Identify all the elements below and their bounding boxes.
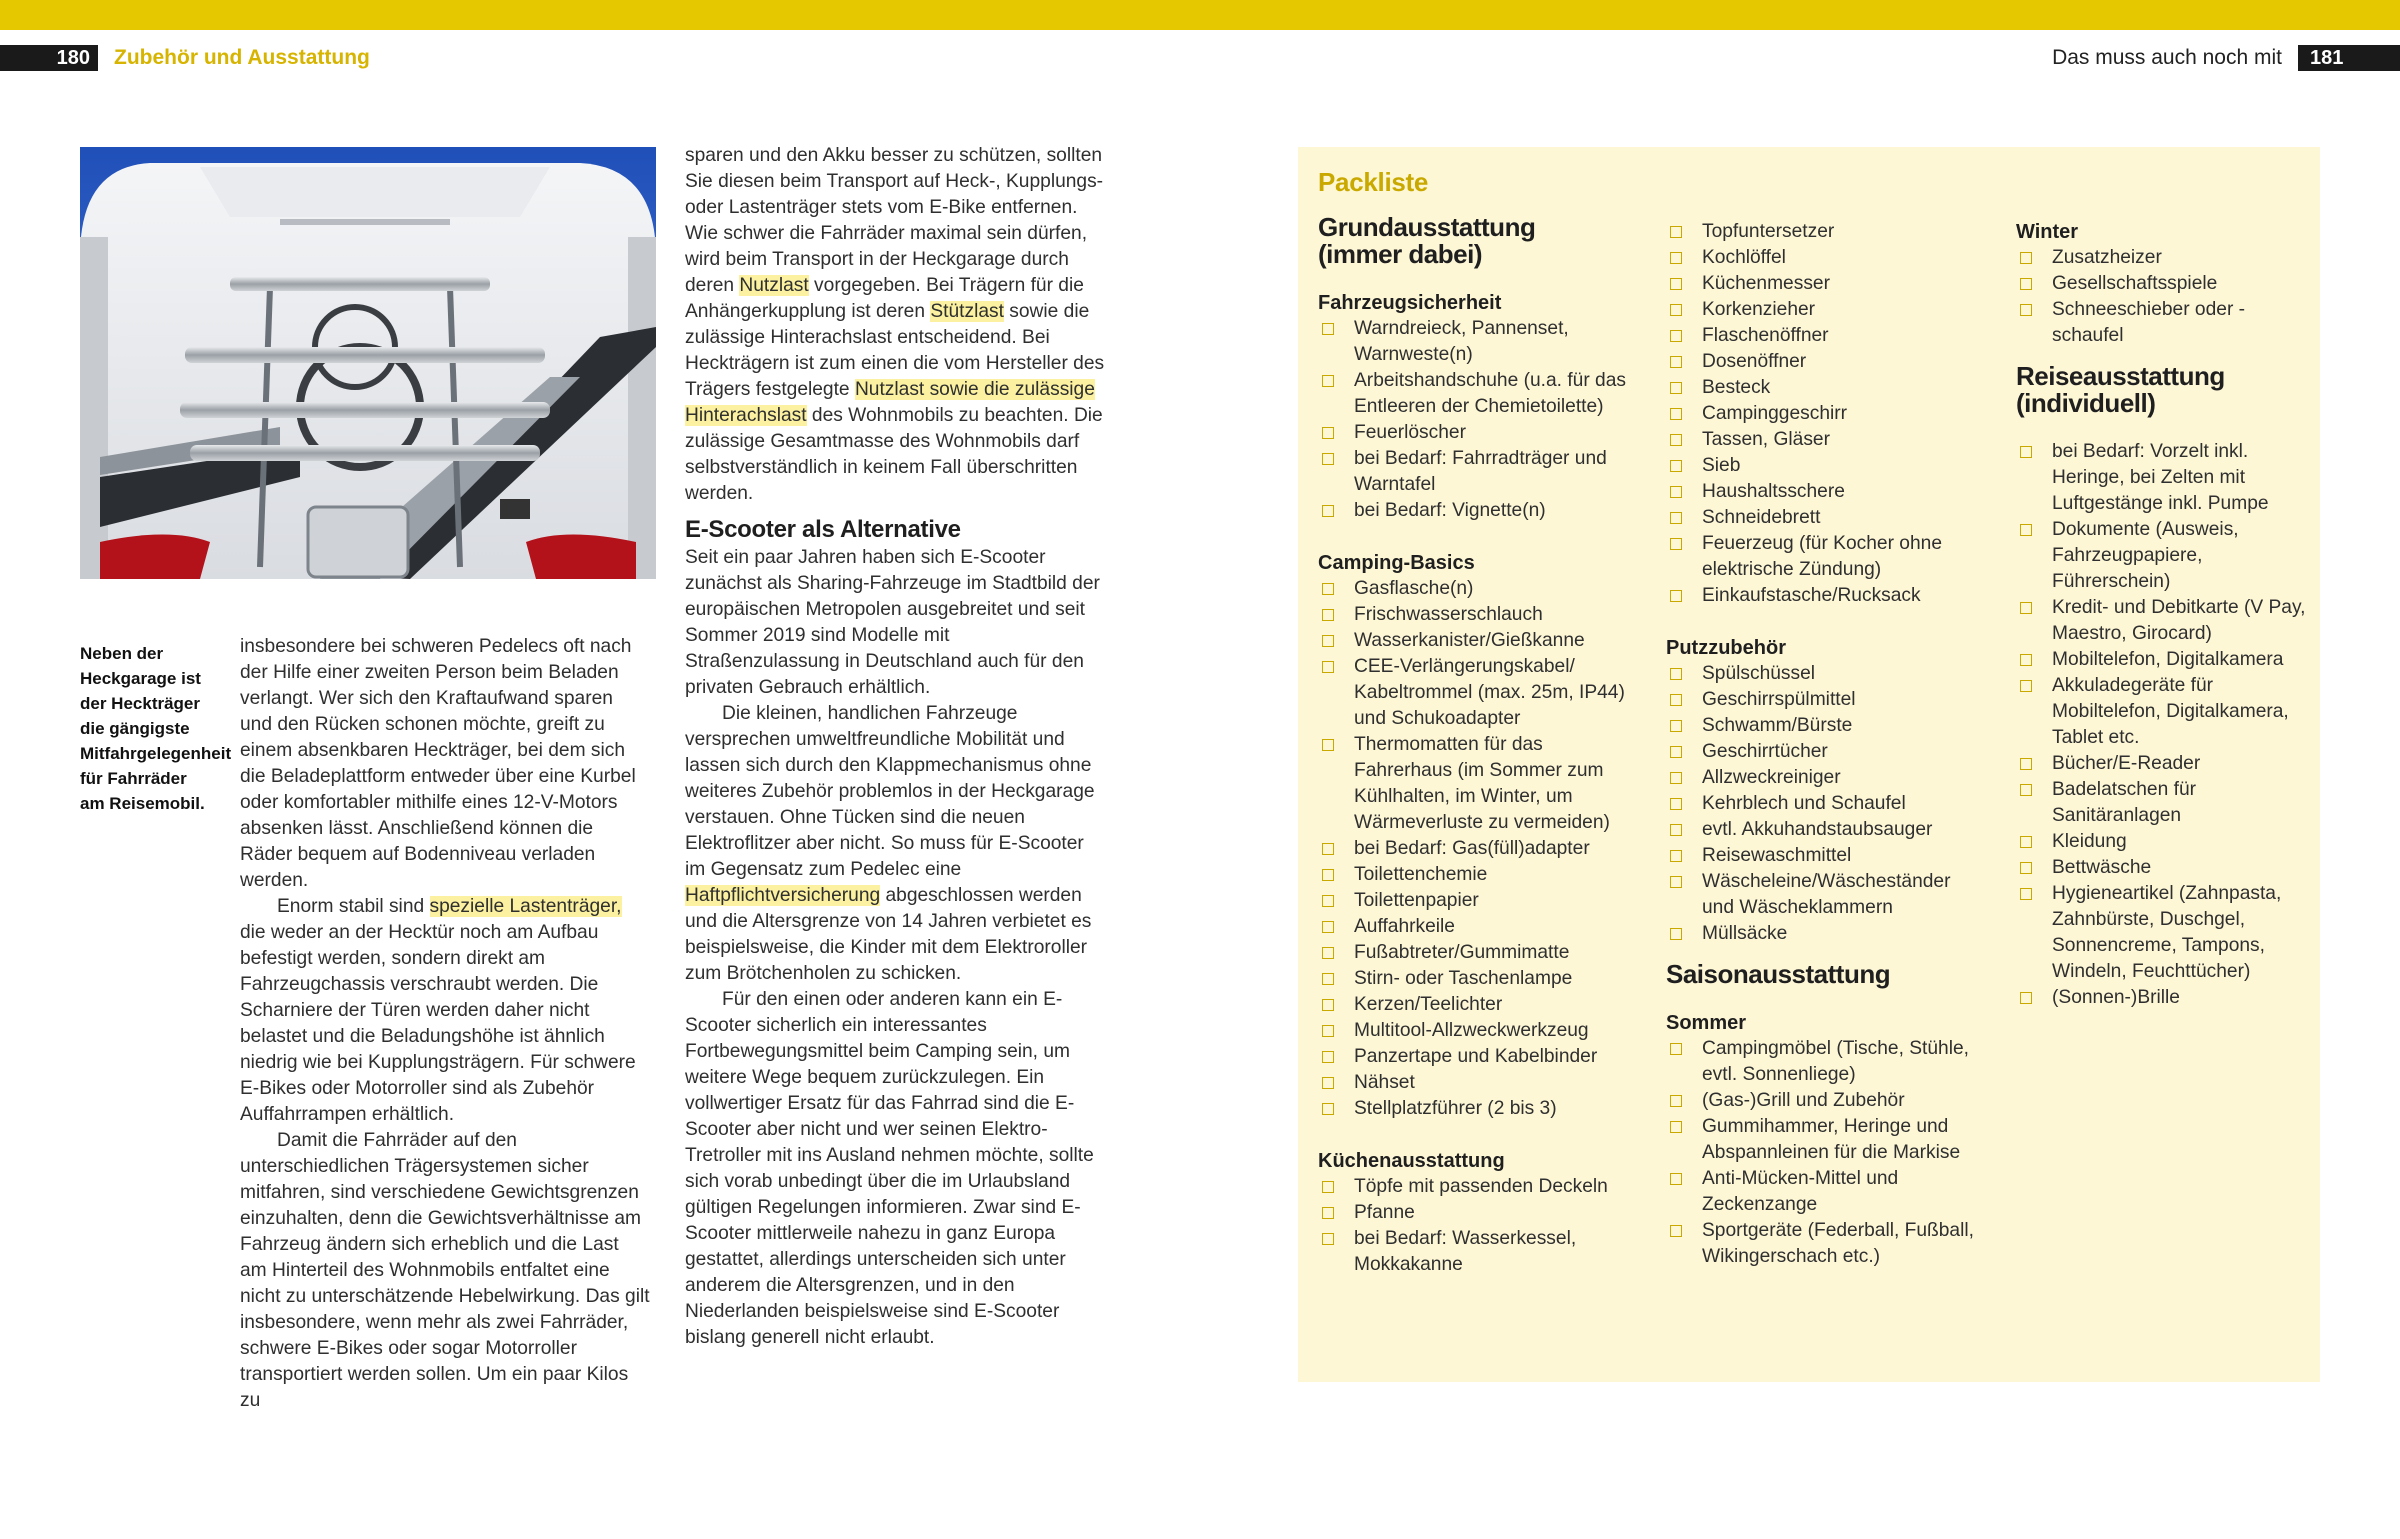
paragraph [685, 701, 1105, 987]
checkbox-icon [1670, 226, 1682, 238]
checkbox-icon [1670, 278, 1682, 290]
checklist-item [2016, 517, 2316, 595]
checklist-item-label: Auffahrkeile [1354, 916, 1455, 937]
checklist-item [1318, 368, 1628, 420]
text-run: Seit ein paar Jahren haben sich E-Scooter zunächst als Sharing-Fahrzeuge im Stadtbild der europäischen Metropolen ausgebreitet und seit Sommer 2019 sind Modelle mit Straßenzulassung in Deutschland auch für den privaten Gebrauch erhältlich. [685, 547, 1100, 698]
checklist-item-label: Geschirrtücher [1702, 741, 1828, 762]
checklist-item [1666, 1036, 1986, 1088]
text-run: Enorm stabil sind [277, 896, 430, 917]
checkbox-icon [1670, 850, 1682, 862]
checklist-item-label: Flaschenöffner [1702, 325, 1829, 346]
fahrzeugsicherheit-heading: Fahrzeugsicherheit [1318, 292, 1502, 314]
putzzubehoer-list [1666, 661, 1986, 947]
checklist-item [2016, 751, 2316, 777]
paragraph [685, 987, 1105, 1351]
checklist-item [1666, 245, 1986, 271]
checklist-item-label: Kerzen/Teelichter [1354, 994, 1503, 1015]
checklist-item [2016, 439, 2316, 517]
checklist-item-label: Nähset [1354, 1072, 1415, 1093]
checklist-item-label: Pfanne [1354, 1202, 1415, 1223]
checkbox-icon [1322, 1233, 1334, 1245]
checklist-item-label: Müllsäcke [1702, 923, 1788, 944]
checklist-item [1318, 836, 1628, 862]
checklist-item [1318, 862, 1628, 888]
checklist-item-label: Anti-Mücken-Mittel und Zeckenzange [1702, 1168, 1899, 1215]
checklist-item-label: Korkenzieher [1702, 299, 1816, 320]
checkbox-icon [1322, 973, 1334, 985]
checklist-item [1666, 505, 1986, 531]
checklist-item [2016, 855, 2316, 881]
checklist-item [1318, 602, 1628, 628]
scooter-heading: E-Scooter als Alternative [685, 516, 961, 543]
checklist-item [1666, 791, 1986, 817]
checkbox-icon [1670, 252, 1682, 264]
checklist-item-label: bei Bedarf: Fahrradträger und Warntafel [1354, 448, 1607, 495]
checklist-item [1318, 914, 1628, 940]
checklist-item [2016, 985, 2316, 1011]
checkbox-icon [1670, 694, 1682, 706]
checklist-item [1666, 427, 1986, 453]
checkbox-icon [1322, 375, 1334, 387]
checkbox-icon [2020, 524, 2032, 536]
checklist-item-label: Zusatzheizer [2052, 247, 2162, 268]
checklist-item [1318, 576, 1628, 602]
checklist-item-label: Bücher/E-Reader [2052, 753, 2201, 774]
checklist-item [1318, 1018, 1628, 1044]
checkbox-icon [1322, 1025, 1334, 1037]
checklist-item-label: Warndreieck, Pannenset, Warnweste(n) [1354, 318, 1569, 365]
checklist-item [1318, 316, 1628, 368]
checklist-item-label: Dokumente (Ausweis, Fahrzeugpapiere, Führerschein) [2052, 519, 2239, 592]
camping-basics-list [1318, 576, 1628, 1122]
checklist-item [1666, 765, 1986, 791]
packliste-column-2 [1666, 219, 1986, 1270]
checkbox-icon [1322, 1103, 1334, 1115]
text-column-1 [240, 634, 650, 1414]
checklist-item [1666, 817, 1986, 843]
paragraph [240, 1128, 650, 1414]
checkbox-icon [2020, 446, 2032, 458]
checklist-item [1666, 1088, 1986, 1114]
checklist-item-label: Campinggeschirr [1702, 403, 1848, 424]
checklist-item [1666, 687, 1986, 713]
checkbox-icon [1670, 1121, 1682, 1133]
checklist-item-label: Toilettenpapier [1354, 890, 1479, 911]
checkbox-icon [2020, 304, 2032, 316]
checkbox-icon [2020, 252, 2032, 264]
highlighted-term: Stützlast [930, 301, 1004, 322]
checklist-item [2016, 245, 2316, 271]
camping-basics-heading: Camping-Basics [1318, 552, 1475, 574]
sommer-list [1666, 1036, 1986, 1270]
checklist-item-label: Arbeitshandschuhe (u.a. für das Entleeren der Chemietoilette) [1354, 370, 1626, 417]
checklist-item-label: Allzweckreiniger [1702, 767, 1841, 788]
checklist-item [1318, 888, 1628, 914]
text-run: Die kleinen, handlichen Fahrzeuge versprechen umweltfreundliche Mobilität und lassen sich durch den Klappmechanismus ohne weiteres Zubehör problemlos in der Heckgarage verstauen. Ohne Tücken sind die neuen Elektroflitzer aber nicht. So muss für E-Scooter im Gegensatz zum Pedelec eine [685, 703, 1095, 880]
checklist-item-label: Schneidebrett [1702, 507, 1821, 528]
checklist-item [1666, 219, 1986, 245]
checkbox-icon [1670, 538, 1682, 550]
checklist-item [1666, 401, 1986, 427]
checklist-item-label: Schneeschieber oder -schaufel [2052, 299, 2246, 346]
checklist-item-label: Frischwasserschlauch [1354, 604, 1543, 625]
kuechenausstattung-list-continued [1666, 219, 1986, 609]
checkbox-icon [1670, 408, 1682, 420]
highlighted-term: Nutzlast sowie die zulässige Hinterachslast [685, 379, 1095, 426]
checklist-item [1666, 843, 1986, 869]
checklist-item [1318, 420, 1628, 446]
checklist-item [2016, 777, 2316, 829]
checkbox-icon [1322, 1077, 1334, 1089]
checklist-item-label: Besteck [1702, 377, 1771, 398]
checklist-item [1666, 583, 1986, 609]
checklist-item [1666, 1166, 1986, 1218]
checklist-item-label: Kleidung [2052, 831, 2127, 852]
checkbox-icon [1670, 382, 1682, 394]
checklist-item-label: Wasserkanister/Gießkanne [1354, 630, 1585, 651]
right-page-header [2052, 44, 2400, 72]
checklist-item [2016, 673, 2316, 751]
fahrzeugsicherheit-list [1318, 316, 1628, 524]
checklist-item-label: Geschirrspülmittel [1702, 689, 1856, 710]
checklist-item-label: CEE-Verlängerungskabel/ Kabeltrommel (max. 25m, IP44) und Schukoadapter [1354, 656, 1625, 729]
putzzubehoer-heading: Putzzubehör [1666, 637, 1786, 659]
checklist-item [1666, 869, 1986, 921]
checkbox-icon [1322, 635, 1334, 647]
sommer-heading: Sommer [1666, 1012, 1747, 1034]
checklist-item-label: bei Bedarf: Gas(füll)adapter [1354, 838, 1590, 859]
checkbox-icon [1322, 505, 1334, 517]
text-run: des Wohnmobils zu beachten. Die zulässige Gesamtmasse des Wohnmobils darf selbstverständlich in keinem Fall überschritten werden. [685, 405, 1103, 504]
text-run: vorgegeben. Bei Trägern für die Anhängerkupplung ist deren [685, 275, 1084, 322]
text-run: Für den einen oder anderen kann ein E-Scooter sicherlich ein interessantes Fortbewegungsmittel beim Camping sein, um weitere Wege bequem zurückzulegen. Ein vollwertiger Ersatz für das Fahrrad sind die E-Scooter aber nicht und wer seinen Elektro-Tretroller mit ins Ausland nehmen möchte, sollte sich vorab unbedingt über die im Urlaubsland gültigen Regelungen informieren. Zwar sind E-Scooter mittlerweile nahezu in ganz Europa gestattet, allerdings unterscheiden sich unter anderem die Altersgrenzen, und in den Niederlanden beispielsweise sind E-Scooter bislang generell nicht erlaubt. [685, 989, 1094, 1348]
checkbox-icon [1322, 895, 1334, 907]
checklist-item [1666, 297, 1986, 323]
left-page-number: 180 [0, 45, 98, 71]
winter-heading: Winter [2016, 221, 2079, 243]
checklist-item-label: bei Bedarf: Vorzelt inkl. Heringe, bei Zelten mit Luftgestänge inkl. Pumpe [2052, 441, 2269, 514]
checklist-item-label: evtl. Akkuhandstaubsauger [1702, 819, 1933, 840]
checkbox-icon [1670, 330, 1682, 342]
checkbox-icon [2020, 992, 2032, 1004]
checklist-item-label: Haushaltsschere [1702, 481, 1845, 502]
checkbox-icon [1322, 583, 1334, 595]
paragraph [685, 143, 1105, 507]
checkbox-icon [1670, 1225, 1682, 1237]
checklist-item-label: Akkuladegeräte für Mobiltelefon, Digitalkamera, Tablet etc. [2052, 675, 2289, 748]
checkbox-icon [2020, 758, 2032, 770]
checklist-item [2016, 647, 2316, 673]
checkbox-icon [1670, 720, 1682, 732]
checklist-item [1318, 498, 1628, 524]
checkbox-icon [1670, 772, 1682, 784]
checklist-item-label: Kehrblech und Schaufel [1702, 793, 1906, 814]
checkbox-icon [1670, 1095, 1682, 1107]
checklist-item-label: Dosenöffner [1702, 351, 1807, 372]
checklist-item-label: Multitool-Allzweckwerkzeug [1354, 1020, 1589, 1041]
checklist-item [1666, 375, 1986, 401]
checklist-item-label: (Gas-)Grill und Zubehör [1702, 1090, 1905, 1111]
checkbox-icon [1670, 798, 1682, 810]
text-column-2-top [685, 143, 1105, 507]
checkbox-icon [1670, 304, 1682, 316]
text-run: insbesondere bei schweren Pedelecs oft nach der Hilfe einer zweiten Person beim Beladen verlangt. Wer sich den Kraftaufwand sparen und den Rücken schonen möchte, greift zu einem absenkbaren Heckträger, bei dem sich die Beladeplattform entweder über eine Kurbel oder komfortabler mithilfe eines 12-V-Motors absenken lässt. Anschließend können die Räder bequem auf Bodenniveau verladen werden. [240, 636, 636, 891]
checklist-item [1666, 921, 1986, 947]
chapter-title: Das muss auch noch mit [2052, 46, 2282, 69]
checklist-item-label: Sportgeräte (Federball, Fußball, Wikingerschach etc.) [1702, 1220, 1974, 1267]
checklist-item-label: Sieb [1702, 455, 1741, 476]
checklist-item [1666, 1218, 1986, 1270]
checklist-item [2016, 595, 2316, 647]
text-run: die weder an der Hecktür noch am Aufbau befestigt werden, sondern direkt am Fahrzeugchassis verschraubt werden. Die Scharniere der Türen werden daher nicht belastet und die Beladungshöhe ist ähnlich niedrig wie bei Kupplungsträgern. Für schwere E-Bikes oder Motorroller sind als Zubehör Auffahrrampen erhältlich. [240, 922, 636, 1125]
checkbox-icon [2020, 836, 2032, 848]
checkbox-icon [1322, 1051, 1334, 1063]
checklist-item-label: bei Bedarf: Vignette(n) [1354, 500, 1546, 521]
checklist-item [1318, 992, 1628, 1018]
checkbox-icon [1322, 739, 1334, 751]
checklist-item-label: Stirn- oder Taschenlampe [1354, 968, 1573, 989]
kuechenausstattung-heading: Küchenausstattung [1318, 1150, 1505, 1172]
right-page-number: 181 [2298, 45, 2400, 71]
checklist-item-label: Reisewaschmittel [1702, 845, 1852, 866]
checklist-item [1318, 940, 1628, 966]
checkbox-icon [1322, 999, 1334, 1011]
checklist-item-label: bei Bedarf: Wasserkessel, Mokkakanne [1354, 1228, 1577, 1275]
checklist-item-label: Wäscheleine/Wäscheständer und Wäscheklammern [1702, 871, 1951, 918]
checkbox-icon [1670, 668, 1682, 680]
checklist-item-label: Kredit- und Debitkarte (V Pay, Maestro, Girocard) [2052, 597, 2306, 644]
checklist-item-label: (Sonnen-)Brille [2052, 987, 2180, 1008]
checklist-item [2016, 297, 2316, 349]
checkbox-icon [2020, 784, 2032, 796]
packliste-column-3 [2016, 219, 2316, 1011]
checkbox-icon [1322, 453, 1334, 465]
checklist-item-label: Einkaufstasche/Rucksack [1702, 585, 1921, 606]
checklist-item-label: Tassen, Gläser [1702, 429, 1830, 450]
left-page-header [0, 44, 370, 72]
checkbox-icon [1322, 609, 1334, 621]
top-color-bar [0, 0, 2400, 30]
checkbox-icon [1670, 824, 1682, 836]
checkbox-icon [1670, 590, 1682, 602]
text-column-2-bottom [685, 545, 1105, 1351]
highlighted-term: spezielle Lastenträger, [429, 896, 622, 917]
checkbox-icon [2020, 888, 2032, 900]
text-run: abgeschlossen werden und die Altersgrenze von 14 Jahren verbietet es beispielsweise, die Kinder mit dem Elektroroller zum Brötchenholen zu schicken. [685, 885, 1092, 984]
checkbox-icon [1322, 843, 1334, 855]
checklist-item-label: Badelatschen für Sanitäranlagen [2052, 779, 2196, 826]
winter-list [2016, 245, 2316, 349]
paragraph [240, 634, 650, 894]
paragraph [685, 545, 1105, 701]
checklist-item-label: Schwamm/Bürste [1702, 715, 1853, 736]
text-run: sparen und den Akku besser zu schützen, sollten Sie diesen beim Transport auf Heck-, Kupplungs- oder Lastenträger stets vom E-Bike entfernen. Wie schwer die Fahrräder maximal sein dürfen, wird beim Transport in der Heckgarage durch deren [685, 145, 1104, 296]
checkbox-icon [2020, 654, 2032, 666]
checklist-item [1318, 732, 1628, 836]
checkbox-icon [1670, 746, 1682, 758]
highlighted-term: Haftpflichtversicherung [685, 885, 881, 906]
checklist-item-label: Spülschüssel [1702, 663, 1816, 684]
checklist-item [1318, 1096, 1628, 1122]
motorhome-bike-rack-photo [80, 147, 656, 579]
checklist-item-label: Töpfe mit passenden Deckeln [1354, 1176, 1608, 1197]
checkbox-icon [1670, 876, 1682, 888]
checkbox-icon [1670, 356, 1682, 368]
checkbox-icon [1670, 512, 1682, 524]
checkbox-icon [1322, 1181, 1334, 1193]
checkbox-icon [1322, 323, 1334, 335]
checkbox-icon [1322, 427, 1334, 439]
checkbox-icon [2020, 602, 2032, 614]
checklist-item [1318, 1200, 1628, 1226]
checkbox-icon [2020, 862, 2032, 874]
packliste-title: Packliste [1318, 167, 1429, 197]
checklist-item [1318, 446, 1628, 498]
checklist-item [1666, 453, 1986, 479]
saisonausstattung-heading: Saisonausstattung [1666, 959, 1891, 989]
checklist-item [1666, 661, 1986, 687]
checklist-item [1318, 654, 1628, 732]
checklist-item [1318, 1174, 1628, 1200]
checkbox-icon [1322, 921, 1334, 933]
checkbox-icon [1322, 1207, 1334, 1219]
checklist-item-label: Gesellschaftsspiele [2052, 273, 2218, 294]
checkbox-icon [1670, 1043, 1682, 1055]
checklist-item [1666, 479, 1986, 505]
checklist-item-label: Kochlöffel [1702, 247, 1786, 268]
checkbox-icon [1670, 460, 1682, 472]
checkbox-icon [1670, 486, 1682, 498]
checklist-item-label: Topfuntersetzer [1702, 221, 1835, 242]
checklist-item-label: Küchenmesser [1702, 273, 1830, 294]
paragraph [240, 894, 650, 1128]
checkbox-icon [1322, 869, 1334, 881]
text-run: sowie die zulässige Hinterachslast entscheidend. Bei Heckträgern ist zum einen die vom Hersteller des Trägers festgelegte [685, 301, 1105, 400]
checklist-item [1666, 323, 1986, 349]
checklist-item-label: Fußabtreter/Gummimatte [1354, 942, 1570, 963]
checklist-item [1318, 1044, 1628, 1070]
section-title: Zubehör und Ausstattung [114, 46, 370, 69]
checklist-item [1666, 531, 1986, 583]
checkbox-icon [2020, 278, 2032, 290]
checklist-item [1318, 628, 1628, 654]
checklist-item-label: Gasflasche(n) [1354, 578, 1474, 599]
checklist-item-label: Feuerzeug (für Kocher ohne elektrische Zündung) [1702, 533, 1942, 580]
checklist-item [1318, 966, 1628, 992]
grundausstattung-heading: Grundausstattung (immer dabei) [1318, 212, 1536, 269]
kuechenausstattung-list [1318, 1174, 1628, 1278]
checklist-item-label: Campingmöbel (Tische, Stühle, evtl. Sonnenliege) [1702, 1038, 1969, 1085]
reiseausstattung-heading: Reiseausstattung (individuell) [2016, 361, 2225, 418]
checklist-item [1666, 349, 1986, 375]
photo-caption: Neben der Heckgarage ist der Heckträger die gängigste Mitfahrgelegenheit für Fahrräder am Reisemobil. [80, 644, 232, 813]
checklist-item [1666, 1114, 1986, 1166]
checklist-item [2016, 271, 2316, 297]
checklist-item [1318, 1070, 1628, 1096]
checklist-item-label: Hygieneartikel (Zahnpasta, Zahnbürste, Duschgel, Sonnencreme, Tampons, Windeln, Feuchttücher) [2052, 883, 2282, 982]
checklist-item-label: Panzertape und Kabelbinder [1354, 1046, 1598, 1067]
checklist-item-label: Thermomatten für das Fahrerhaus (im Sommer zum Kühlhalten, im Winter, um Wärmeverluste zu vermeiden) [1354, 734, 1610, 833]
checklist-item [2016, 829, 2316, 855]
checklist-item-label: Gummihammer, Heringe und Abspannleinen für die Markise [1702, 1116, 1961, 1163]
checkbox-icon [1322, 661, 1334, 673]
packliste-column-1 [1318, 214, 1628, 1278]
checkbox-icon [1670, 1173, 1682, 1185]
checklist-item [2016, 881, 2316, 985]
text-run: Damit die Fahrräder auf den unterschiedlichen Trägersystemen sicher mitfahren, sind verschiedene Gewichtsgrenzen einzuhalten, denn die Gewichtsverhältnisse am Fahrzeug ändern sich erheblich und die Last am Hinterteil des Wohnmobils entfaltet eine nicht zu unterschätzende Hebelwirkung. Das gilt insbesondere, wenn mehr als zwei Fahrräder, schwere E-Bikes oder sogar Motorroller transportiert werden sollen. Um ein paar Kilos zu [240, 1130, 650, 1411]
highlighted-term: Nutzlast [739, 275, 809, 296]
text-column-2 [685, 143, 1105, 1351]
checklist-item [1666, 713, 1986, 739]
checklist-item-label: Feuerlöscher [1354, 422, 1466, 443]
checkbox-icon [1670, 928, 1682, 940]
reiseausstattung-list [2016, 439, 2316, 1011]
checklist-item [1666, 739, 1986, 765]
checklist-item-label: Stellplatzführer (2 bis 3) [1354, 1098, 1557, 1119]
checkbox-icon [1670, 434, 1682, 446]
checklist-item [1666, 271, 1986, 297]
checklist-item-label: Mobiltelefon, Digitalkamera [2052, 649, 2284, 670]
checklist-item [1318, 1226, 1628, 1278]
checklist-item-label: Bettwäsche [2052, 857, 2152, 878]
checklist-item-label: Toilettenchemie [1354, 864, 1488, 885]
checkbox-icon [2020, 680, 2032, 692]
checkbox-icon [1322, 947, 1334, 959]
